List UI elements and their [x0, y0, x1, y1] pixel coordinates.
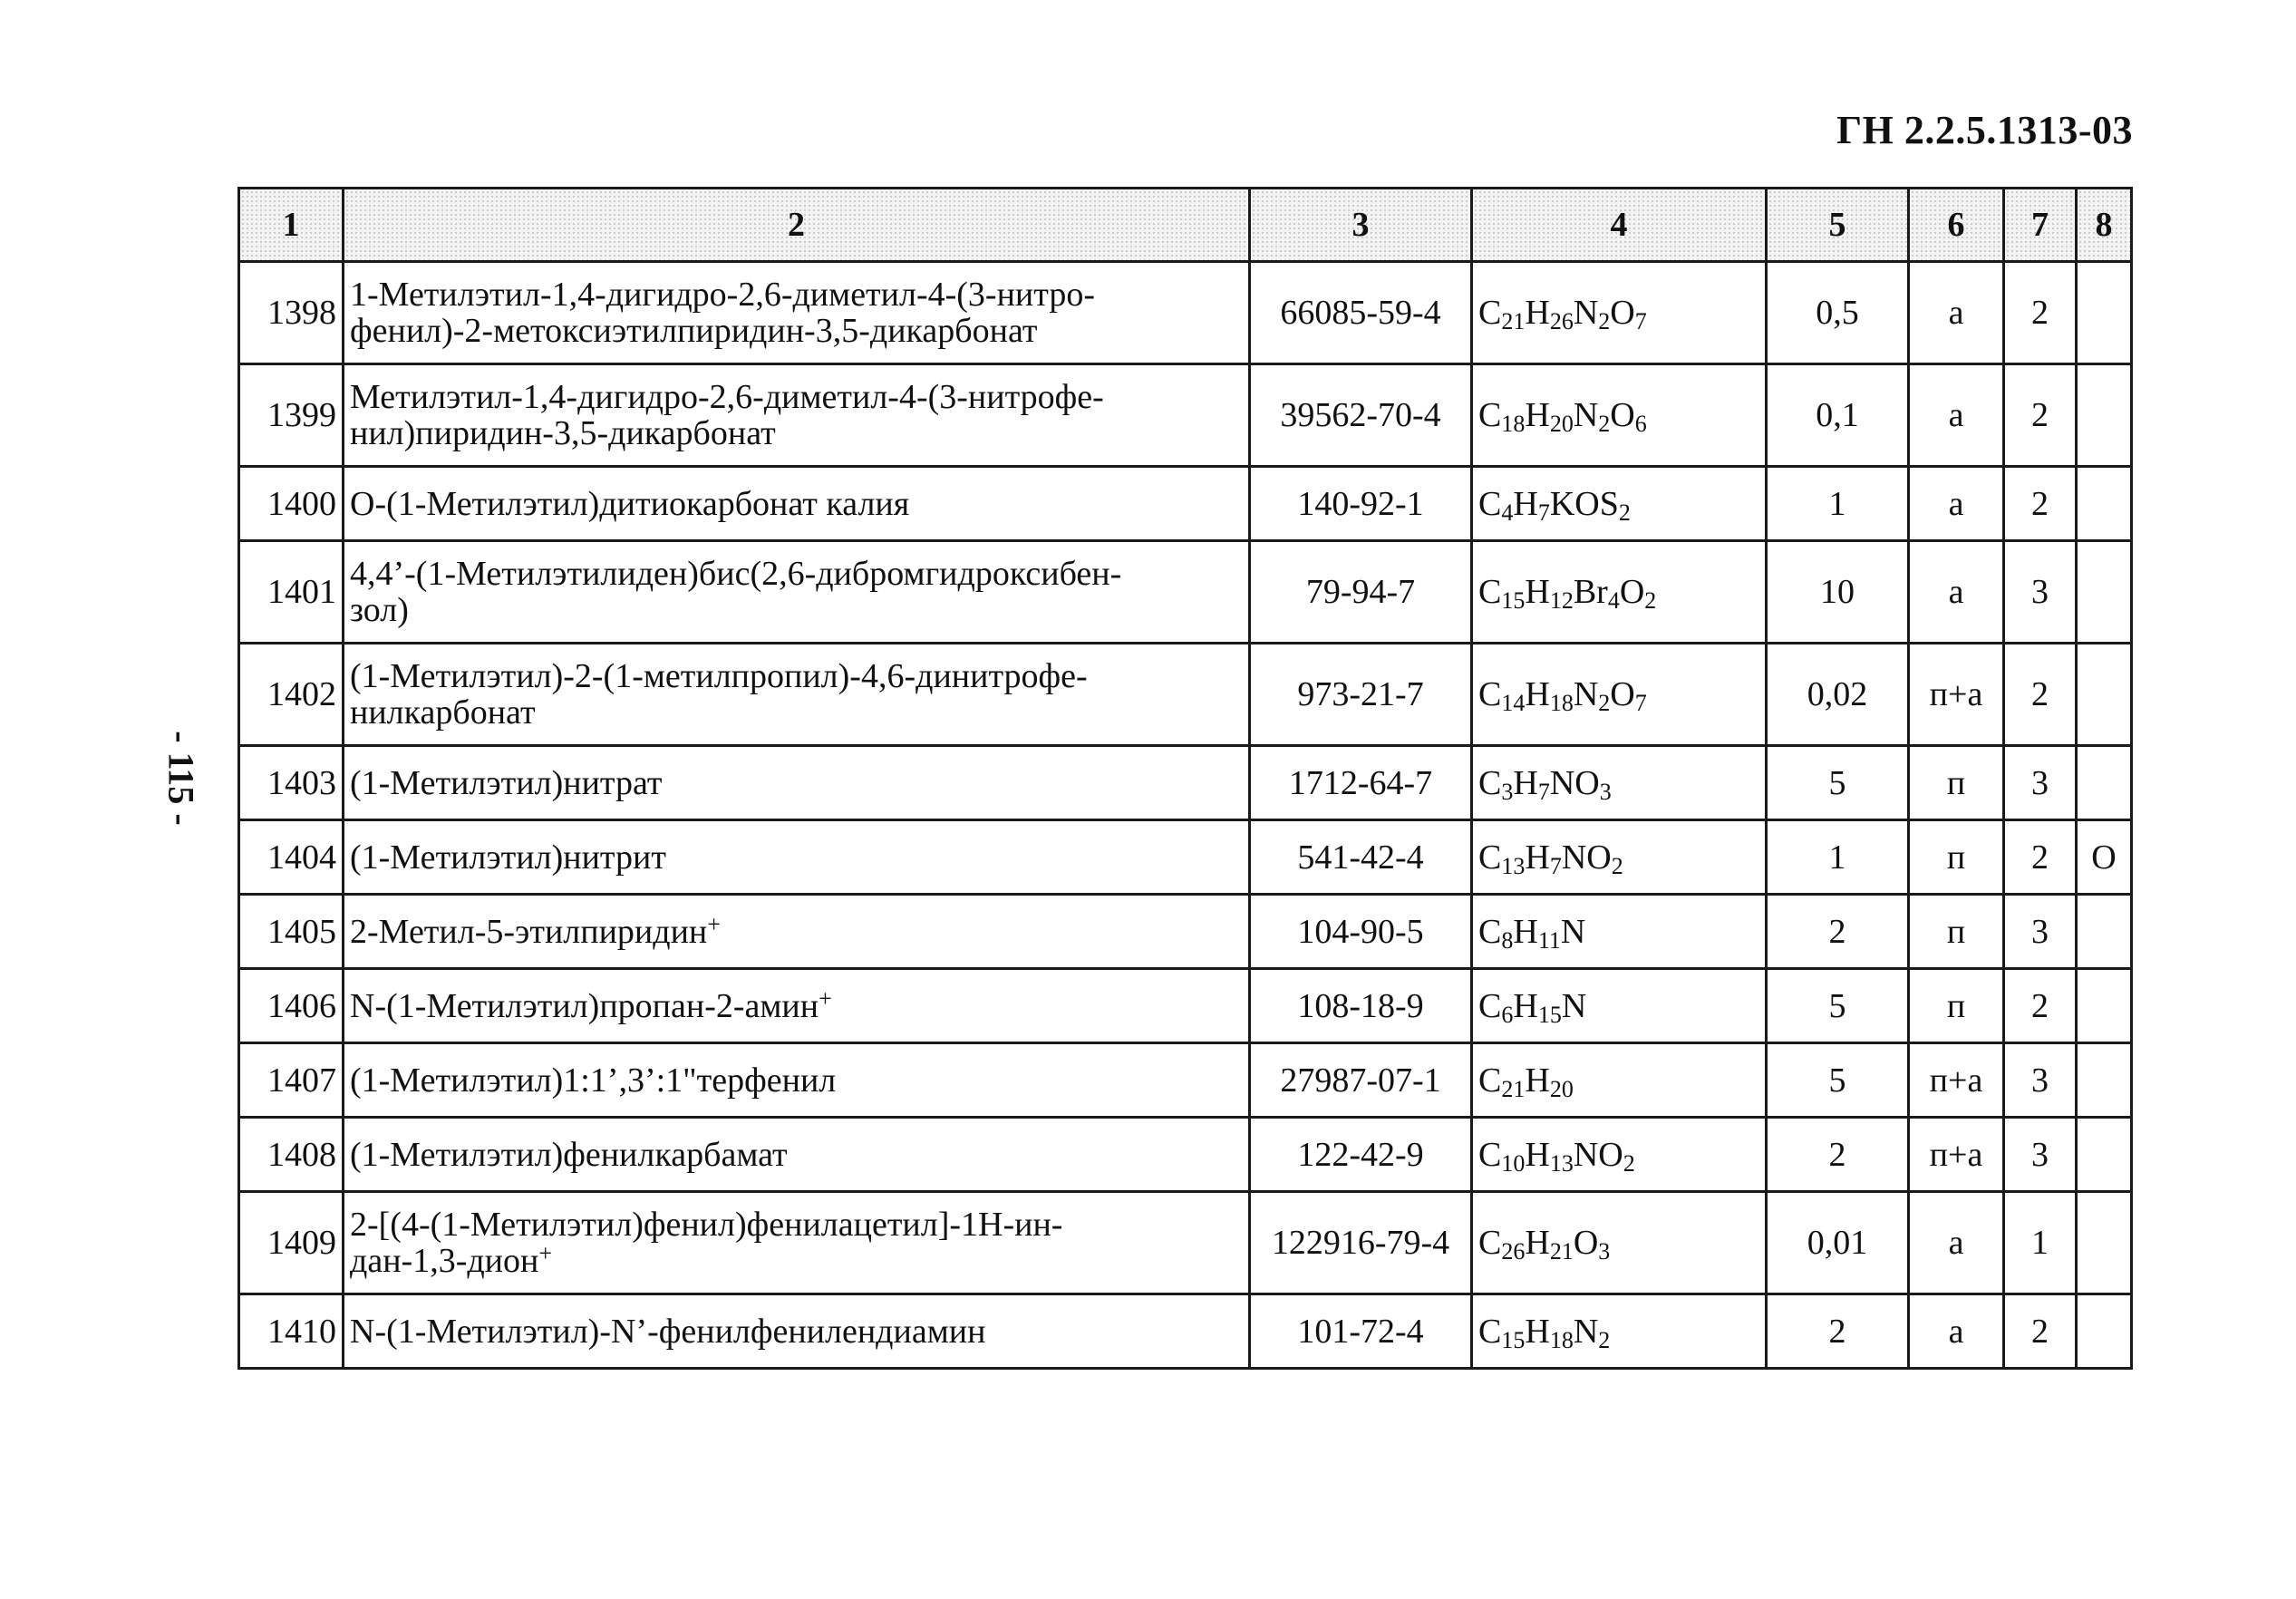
- header-row: [239, 189, 2132, 262]
- row-number: 1410: [239, 1294, 344, 1369]
- cas-number: 108-18-9: [1250, 969, 1472, 1043]
- limit-value: 10: [1767, 541, 1909, 644]
- table-row: [239, 1043, 2132, 1118]
- name-superscript: +: [707, 910, 721, 937]
- note-mark: [2077, 644, 2132, 746]
- substance-name-line: (1-Метилэтил)1:1’,3’:1"терфенил: [350, 1061, 837, 1100]
- chemical-formula: $C_8H_{11}N$: [1472, 895, 1767, 969]
- chemical-formula: $C_{26}H_{21}O_3$: [1472, 1192, 1767, 1294]
- substance-name-line: нилкарбонат: [350, 693, 536, 732]
- note-mark: О: [2077, 820, 2132, 895]
- chemical-formula: $C_{13}H_7NO_2$: [1472, 820, 1767, 895]
- substance-name-line: нил)пиридин-3,5-дикарбонат: [350, 414, 776, 452]
- aggregate-state: п: [1909, 895, 2004, 969]
- limit-value: 0,5: [1767, 262, 1909, 364]
- hazard-class: 1: [2004, 1192, 2077, 1294]
- table-row: [239, 1192, 2132, 1294]
- cas-number: 140-92-1: [1250, 467, 1472, 541]
- note-mark: [2077, 467, 2132, 541]
- table-row: [239, 541, 2132, 644]
- page-number: - 115 -: [160, 731, 202, 826]
- chemical-formula: $C_{15}H_{18}N_2$: [1472, 1294, 1767, 1369]
- aggregate-state: п+а: [1909, 1118, 2004, 1192]
- table-row: [239, 1294, 2132, 1369]
- cas-number: 973-21-7: [1250, 644, 1472, 746]
- substance-name-line: (1-Метилэтил)нитрит: [350, 838, 666, 877]
- row-number: 1403: [239, 746, 344, 820]
- hazard-class: 3: [2004, 1118, 2077, 1192]
- aggregate-state: п+а: [1909, 644, 2004, 746]
- limit-value: 1: [1767, 467, 1909, 541]
- chemical-formula: $C_{21}H_{20}$: [1472, 1043, 1767, 1118]
- cas-number: 39562-70-4: [1250, 364, 1472, 467]
- aggregate-state: а: [1909, 467, 2004, 541]
- hazard-class: 2: [2004, 820, 2077, 895]
- hazard-class: 2: [2004, 262, 2077, 364]
- aggregate-state: а: [1909, 364, 2004, 467]
- limit-value: 1: [1767, 820, 1909, 895]
- column-header-5: 5: [1767, 189, 1909, 262]
- substance-name: [344, 820, 1250, 895]
- table-row: [239, 820, 2132, 895]
- hazard-class: 2: [2004, 364, 2077, 467]
- table-row: [239, 364, 2132, 467]
- cas-number: 101-72-4: [1250, 1294, 1472, 1369]
- row-number: 1404: [239, 820, 344, 895]
- row-number: 1399: [239, 364, 344, 467]
- row-number: 1398: [239, 262, 344, 364]
- note-mark: [2077, 1118, 2132, 1192]
- row-number: 1409: [239, 1192, 344, 1294]
- substance-name: [344, 644, 1250, 746]
- document-code: ГН 2.2.5.1313-03: [1836, 108, 2133, 152]
- aggregate-state: а: [1909, 1192, 2004, 1294]
- substance-name-line: N-(1-Метилэтил)пропан-2-амин: [350, 986, 819, 1025]
- table-body: [239, 262, 2132, 1369]
- hazard-class: 3: [2004, 746, 2077, 820]
- cas-number: 79-94-7: [1250, 541, 1472, 644]
- hazard-class: 3: [2004, 895, 2077, 969]
- chemical-formula: $C_{10}H_{13}NO_2$: [1472, 1118, 1767, 1192]
- limit-value: 5: [1767, 969, 1909, 1043]
- column-header-2: 2: [344, 189, 1250, 262]
- table-row: [239, 1118, 2132, 1192]
- note-mark: [2077, 969, 2132, 1043]
- substance-name: [344, 969, 1250, 1043]
- note-mark: [2077, 541, 2132, 644]
- substance-name: [344, 467, 1250, 541]
- table-row: [239, 467, 2132, 541]
- chemical-formula: $C_{15}H_{12}Br_4O_2$: [1472, 541, 1767, 644]
- chemical-formula: $C_{14}H_{18}N_2O_7$: [1472, 644, 1767, 746]
- hazard-class: 2: [2004, 467, 2077, 541]
- aggregate-state: п: [1909, 820, 2004, 895]
- limit-value: 0,01: [1767, 1192, 1909, 1294]
- hazard-class: 3: [2004, 541, 2077, 644]
- substance-name-line: (1-Метилэтил)нитрат: [350, 763, 663, 802]
- substance-name-line: 2-[(4-(1-Метилэтил)фенил)фенилацетил]-1Н-ин-: [350, 1206, 1063, 1244]
- substance-name: [344, 895, 1250, 969]
- substance-name: [344, 364, 1250, 467]
- limit-value: 0,1: [1767, 364, 1909, 467]
- note-mark: [2077, 1043, 2132, 1118]
- note-mark: [2077, 364, 2132, 467]
- substance-name-line: 2-Метил-5-этилпиридин: [350, 912, 708, 951]
- cas-number: 541-42-4: [1250, 820, 1472, 895]
- hazard-class: 3: [2004, 1043, 2077, 1118]
- limit-value: 0,02: [1767, 644, 1909, 746]
- substance-name: [344, 1043, 1250, 1118]
- limit-value: 5: [1767, 1043, 1909, 1118]
- name-superscript: +: [819, 984, 832, 1012]
- substance-name: [344, 1294, 1250, 1369]
- chemical-formula: $C_{21}H_{26}N_2O_7$: [1472, 262, 1767, 364]
- row-number: 1408: [239, 1118, 344, 1192]
- note-mark: [2077, 895, 2132, 969]
- column-header-1: 1: [239, 189, 344, 262]
- cas-number: 27987-07-1: [1250, 1043, 1472, 1118]
- row-number: 1402: [239, 644, 344, 746]
- substance-name-line: 1-Метилэтил-1,4-дигидро-2,6-диметил-4-(3-нитро-: [350, 276, 1095, 314]
- substances-table: [237, 187, 2133, 1370]
- hazard-class: 2: [2004, 1294, 2077, 1369]
- aggregate-state: а: [1909, 1294, 2004, 1369]
- limit-value: 2: [1767, 895, 1909, 969]
- note-mark: [2077, 1294, 2132, 1369]
- substance-name-line: 4,4’-(1-Метилэтилиден)бис(2,6-дибромгидроксибен-: [350, 555, 1122, 593]
- substance-name-line: О-(1-Метилэтил)дитиокарбонат калия: [350, 484, 910, 523]
- limit-value: 5: [1767, 746, 1909, 820]
- row-number: 1401: [239, 541, 344, 644]
- aggregate-state: п+а: [1909, 1043, 2004, 1118]
- row-number: 1400: [239, 467, 344, 541]
- chemical-formula: $C_{18}H_{20}N_2O_6$: [1472, 364, 1767, 467]
- row-number: 1406: [239, 969, 344, 1043]
- substance-name: [344, 746, 1250, 820]
- substance-name: [344, 1118, 1250, 1192]
- substance-name: [344, 262, 1250, 364]
- column-header-3: 3: [1250, 189, 1472, 262]
- aggregate-state: п: [1909, 969, 2004, 1043]
- cas-number: 1712-64-7: [1250, 746, 1472, 820]
- substance-name-line: Метилэтил-1,4-дигидро-2,6-диметил-4-(3-нитрофе-: [350, 378, 1104, 416]
- cas-number: 66085-59-4: [1250, 262, 1472, 364]
- substance-name-line: N-(1-Метилэтил)-N’-фенилфенилендиамин: [350, 1312, 986, 1351]
- aggregate-state: а: [1909, 541, 2004, 644]
- column-header-6: 6: [1909, 189, 2004, 262]
- table-row: [239, 644, 2132, 746]
- substance-name-line: (1-Метилэтил)-2-(1-метилпропил)-4,6-динитрофе-: [350, 657, 1088, 695]
- table-row: [239, 895, 2132, 969]
- column-header-8: 8: [2077, 189, 2132, 262]
- hazard-class: 2: [2004, 969, 2077, 1043]
- aggregate-state: п: [1909, 746, 2004, 820]
- row-number: 1405: [239, 895, 344, 969]
- note-mark: [2077, 1192, 2132, 1294]
- substance-name-line: дан-1,3-дион: [350, 1242, 539, 1280]
- chemical-formula: $C_4H_7KOS_2$: [1472, 467, 1767, 541]
- cas-number: 122-42-9: [1250, 1118, 1472, 1192]
- note-mark: [2077, 746, 2132, 820]
- hazard-class: 2: [2004, 644, 2077, 746]
- limit-value: 2: [1767, 1294, 1909, 1369]
- name-superscript: +: [538, 1240, 553, 1266]
- cas-number: 104-90-5: [1250, 895, 1472, 969]
- note-mark: [2077, 262, 2132, 364]
- table-row: [239, 746, 2132, 820]
- substance-name-line: зол): [350, 591, 409, 629]
- limit-value: 2: [1767, 1118, 1909, 1192]
- cas-number: 122916-79-4: [1250, 1192, 1472, 1294]
- aggregate-state: а: [1909, 262, 2004, 364]
- table-row: [239, 969, 2132, 1043]
- chemical-formula: $C_3H_7NO_3$: [1472, 746, 1767, 820]
- chemical-formula: $C_6H_{15}N$: [1472, 969, 1767, 1043]
- table-row: [239, 262, 2132, 364]
- column-header-4: 4: [1472, 189, 1767, 262]
- substance-name: [344, 1192, 1250, 1294]
- substance-name-line: (1-Метилэтил)фенилкарбамат: [350, 1135, 788, 1174]
- row-number: 1407: [239, 1043, 344, 1118]
- substance-name: [344, 541, 1250, 644]
- substance-name-line: фенил)-2-метоксиэтилпиридин-3,5-дикарбонат: [350, 312, 1038, 350]
- column-header-7: 7: [2004, 189, 2077, 262]
